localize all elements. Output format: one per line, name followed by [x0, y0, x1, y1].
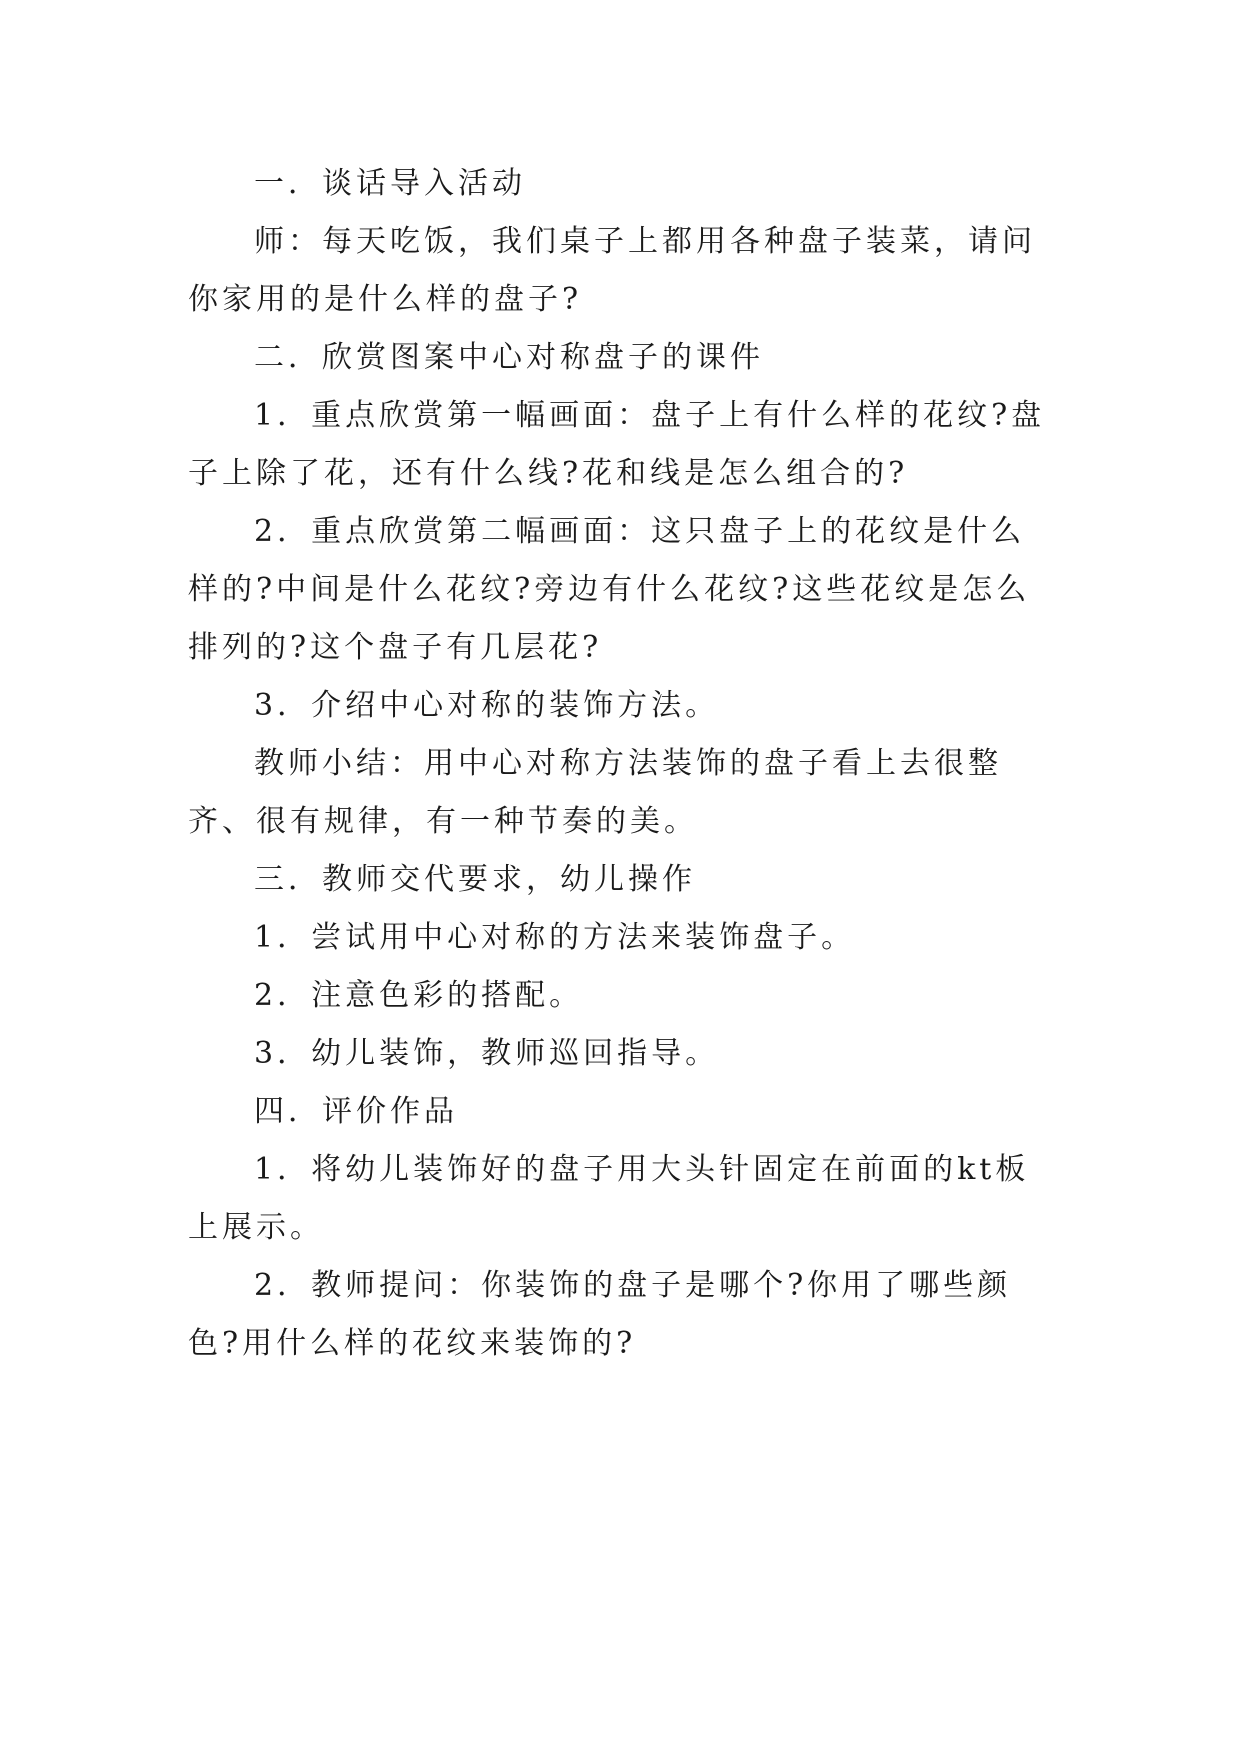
- list-item: 1．重点欣赏第一幅画面：盘子上有什么样的花纹?盘子上除了花，还有什么线?花和线是怎么组合的?: [188, 398, 1046, 491]
- list-item: 3．幼儿装饰，教师巡回指导。: [254, 1036, 720, 1071]
- list-item: 2．重点欣赏第二幅画面：这只盘子上的花纹是什么样的?中间是什么花纹?旁边有什么花纹?这些花纹是怎么排列的?这个盘子有几层花?: [188, 514, 1031, 665]
- document-body: [188, 155, 1053, 1373]
- section-heading-4: 四．评价作品: [254, 1094, 458, 1129]
- section-heading-1: 一．谈话导入活动: [254, 166, 526, 201]
- section-heading-3: 三．教师交代要求，幼儿操作: [254, 862, 696, 897]
- list-item: 2．教师提问：你装饰的盘子是哪个?你用了哪些颜色?用什么样的花纹来装饰的?: [188, 1268, 1012, 1361]
- section-heading-2: 二．欣赏图案中心对称盘子的课件: [254, 340, 764, 375]
- list-item: 1．将幼儿装饰好的盘子用大头针固定在前面的kt板上展示。: [188, 1152, 1030, 1245]
- list-item: 3．介绍中心对称的装饰方法。: [254, 688, 720, 723]
- list-item: 2．注意色彩的搭配。: [254, 978, 584, 1013]
- paragraph: 师：每天吃饭，我们桌子上都用各种盘子装菜，请问你家用的是什么样的盘子?: [188, 224, 1036, 317]
- paragraph: 教师小结：用中心对称方法装饰的盘子看上去很整齐、很有规律，有一种节奏的美。: [188, 746, 1002, 839]
- list-item: 1．尝试用中心对称的方法来装饰盘子。: [254, 920, 856, 955]
